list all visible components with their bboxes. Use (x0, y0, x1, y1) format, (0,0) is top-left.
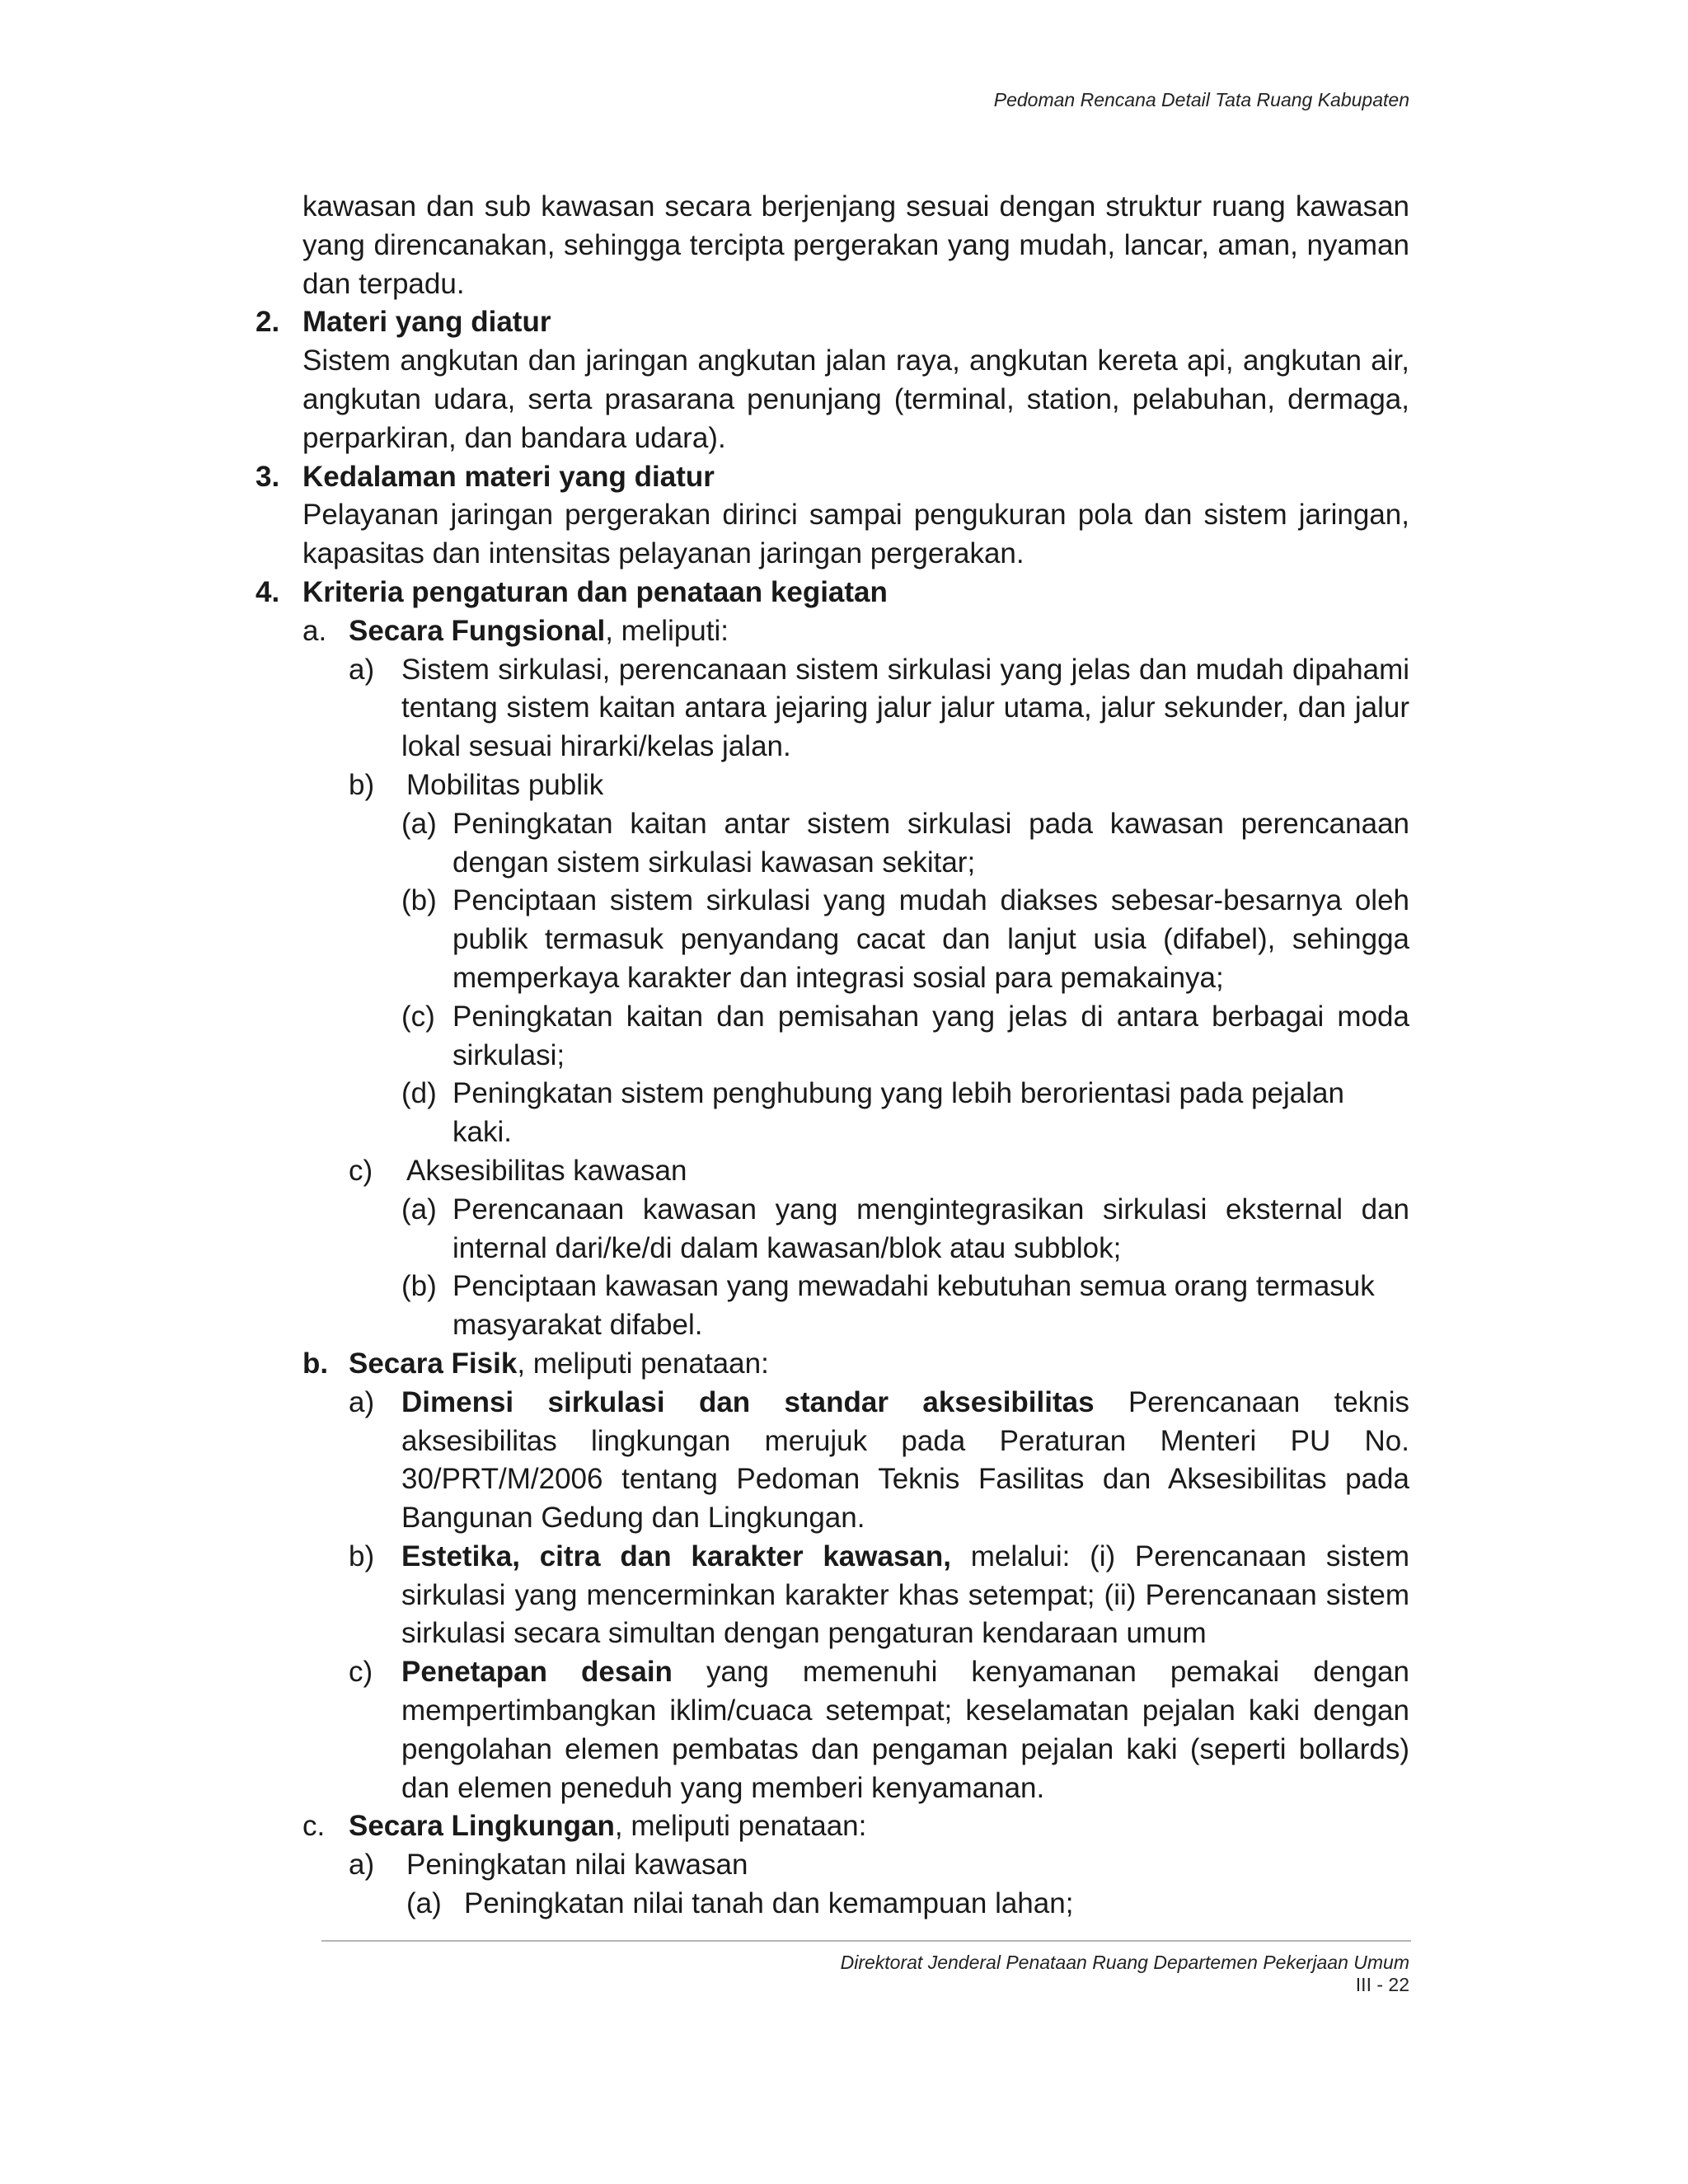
subsection-title-bold: Secara Fungsional (349, 614, 606, 647)
list-item-title: Mobilitas publik (406, 768, 604, 801)
list-item (349, 1152, 1409, 1191)
list-label: b. (302, 1347, 329, 1380)
list-item-text (401, 1653, 1409, 1807)
section-number: 4. (256, 575, 280, 608)
list-label: (a) (401, 807, 437, 840)
section-2-body: Sistem angkutan dan jaringan angkutan jalan raya, angkutan kereta api, angkutan air, angkutan udara, serta prasarana penunjang (terminal, station, pelabuhan, dermaga, perparkiran, dan bandara udara). (302, 344, 1409, 454)
subsection-title-rest: , meliputi penataan: (614, 1810, 867, 1843)
list-label: b) (349, 768, 375, 801)
list-item (349, 1653, 1409, 1807)
list-label: c) (349, 1656, 373, 1689)
list-item (349, 1538, 1409, 1653)
list-label: c. (302, 1810, 326, 1843)
section-number: 2. (256, 306, 280, 339)
subsection-b-heading (302, 1345, 1409, 1384)
list-label: (a) (401, 1193, 437, 1226)
subsection-title-bold: Secara Lingkungan (349, 1810, 615, 1843)
sub-list-item (401, 1191, 1409, 1268)
list-label: (b) (401, 1270, 437, 1303)
subsection-title (349, 1345, 769, 1384)
list-label: c) (349, 1154, 373, 1187)
section-title: Kedalaman materi yang diatur (302, 460, 715, 493)
subsection-c-heading (302, 1807, 1409, 1846)
subsection-title-rest: , meliputi: (605, 614, 729, 647)
section-2-heading (256, 303, 1409, 342)
section-4-heading (256, 574, 1409, 612)
list-item-bold: Estetika, citra dan karakter kawasan, (401, 1540, 951, 1572)
list-item-bold: Dimensi sirkulasi dan standar aksesibilitas (401, 1385, 1095, 1418)
sub-list-item-text: Peningkatan kaitan antar sistem sirkulasi pada kawasan perencanaan dengan sistem sirkulasi kawasan sekitar; (452, 807, 1409, 879)
section-title: Kriteria pengaturan dan penataan kegiatan (302, 575, 888, 608)
list-item-text (401, 1538, 1409, 1653)
sub-list-item-text: Peningkatan kaitan dan pemisahan yang jelas di antara berbagai moda sirkulasi; (452, 1000, 1409, 1071)
section-3-body: Pelayanan jaringan pergerakan dirinci sampai pengukuran pola dan sistem jaringan, kapasitas dan intensitas pelayanan jaringan pergerakan. (302, 499, 1409, 570)
page-number: III - 22 (1355, 1974, 1409, 1995)
footer-text: Direktorat Jenderal Penataan Ruang Departemen Pekerjaan Umum (840, 1952, 1409, 1973)
list-item-title: Aksesibilitas kawasan (406, 1154, 687, 1187)
sub-list-item (401, 805, 1409, 883)
list-label: b) (349, 1540, 375, 1572)
list-label: a. (302, 614, 327, 647)
list-label: a) (349, 653, 375, 686)
section-3-heading (256, 458, 1409, 497)
list-item (349, 1384, 1409, 1538)
page-footer (841, 1952, 1409, 1996)
intro-paragraph: kawasan dan sub kawasan secara berjenjang sesuai dengan struktur ruang kawasan yang direncanakan, sehingga tercipta pergerakan yang mudah, lancar, aman, nyaman dan terpadu. (302, 190, 1409, 300)
sub-list-item (401, 882, 1409, 997)
list-item (349, 651, 1409, 766)
list-item-body: yang memenuhi kenyamanan pemakai dengan mempertimbangkan iklim/cuaca setempat; keselamatan pejalan kaki dengan pengolahan elemen pembatas dan pengaman pejalan kaki (seperti bollards) dan elemen peneduh yang memberi kenyamanan. (401, 1656, 1409, 1804)
subsection-title-bold: Secara Fisik (349, 1347, 518, 1380)
list-label: (a) (406, 1887, 442, 1920)
subsection-title-rest: , meliputi penataan: (517, 1347, 769, 1380)
list-item (349, 1846, 1409, 1885)
sub-list-item (401, 998, 1409, 1076)
list-label: (c) (401, 1000, 435, 1033)
list-label: a) (349, 1849, 375, 1882)
section-title: Materi yang diatur (302, 306, 551, 339)
list-item-text (401, 1384, 1409, 1538)
sub-list-item (401, 1268, 1409, 1345)
list-item (349, 766, 1409, 805)
document-body (256, 188, 1409, 1924)
subsection-a-heading (302, 612, 1409, 651)
subsection-title (349, 612, 729, 651)
sub-list-item-text: Penciptaan kawasan yang mewadahi kebutuhan semua orang termasuk masyarakat difabel. (452, 1270, 1375, 1342)
list-item-body: Perencanaan teknis aksesibilitas lingkungan merujuk pada Peraturan Menteri PU No. 30/PRT/M/2006 tentang Pedoman Teknis Fasilitas dan Aksesibilitas pada Bangunan Gedung dan Lingkungan. (401, 1385, 1409, 1535)
footer-divider (321, 1940, 1411, 1942)
subsection-title (349, 1807, 866, 1846)
list-label: (d) (401, 1077, 437, 1110)
running-header: Pedoman Rencana Detail Tata Ruang Kabupaten (993, 89, 1409, 110)
sub-list-item (401, 1075, 1409, 1152)
list-item-text: Sistem sirkulasi, perencanaan sistem sirkulasi yang jelas dan mudah dipahami tentang sistem kaitan antara jejaring jalur jalur utama, jalur sekunder, dan jalur lokal sesuai hirarki/kelas jalan. (401, 653, 1409, 763)
list-label: a) (349, 1385, 375, 1418)
list-item-body: melalui: (i) Perencanaan sistem sirkulasi yang mencerminkan karakter khas setempat; (ii) Perencanaan sistem sirkulasi secara simultan dengan pengaturan kendaraan umum (401, 1540, 1409, 1650)
sub-list-item (406, 1885, 1409, 1924)
sub-list-item-text: Peningkatan nilai tanah dan kemampuan lahan; (464, 1887, 1074, 1920)
list-item-title: Peningkatan nilai kawasan (406, 1849, 748, 1882)
list-label: (b) (401, 884, 437, 917)
sub-list-item-text: Peningkatan sistem penghubung yang lebih berorientasi pada pejalan kaki. (452, 1077, 1344, 1149)
sub-list-item-text: Perencanaan kawasan yang mengintegrasikan sirkulasi eksternal dan internal dari/ke/di dalam kawasan/blok atau subblok; (452, 1193, 1409, 1264)
sub-list-item-text: Penciptaan sistem sirkulasi yang mudah diakses sebesar-besarnya oleh publik termasuk penyandang cacat dan lanjut usia (difabel), sehingga memperkaya karakter dan integrasi sosial para pemakainya; (452, 884, 1409, 994)
section-number: 3. (256, 460, 280, 493)
list-item-bold: Penetapan desain (401, 1656, 673, 1689)
